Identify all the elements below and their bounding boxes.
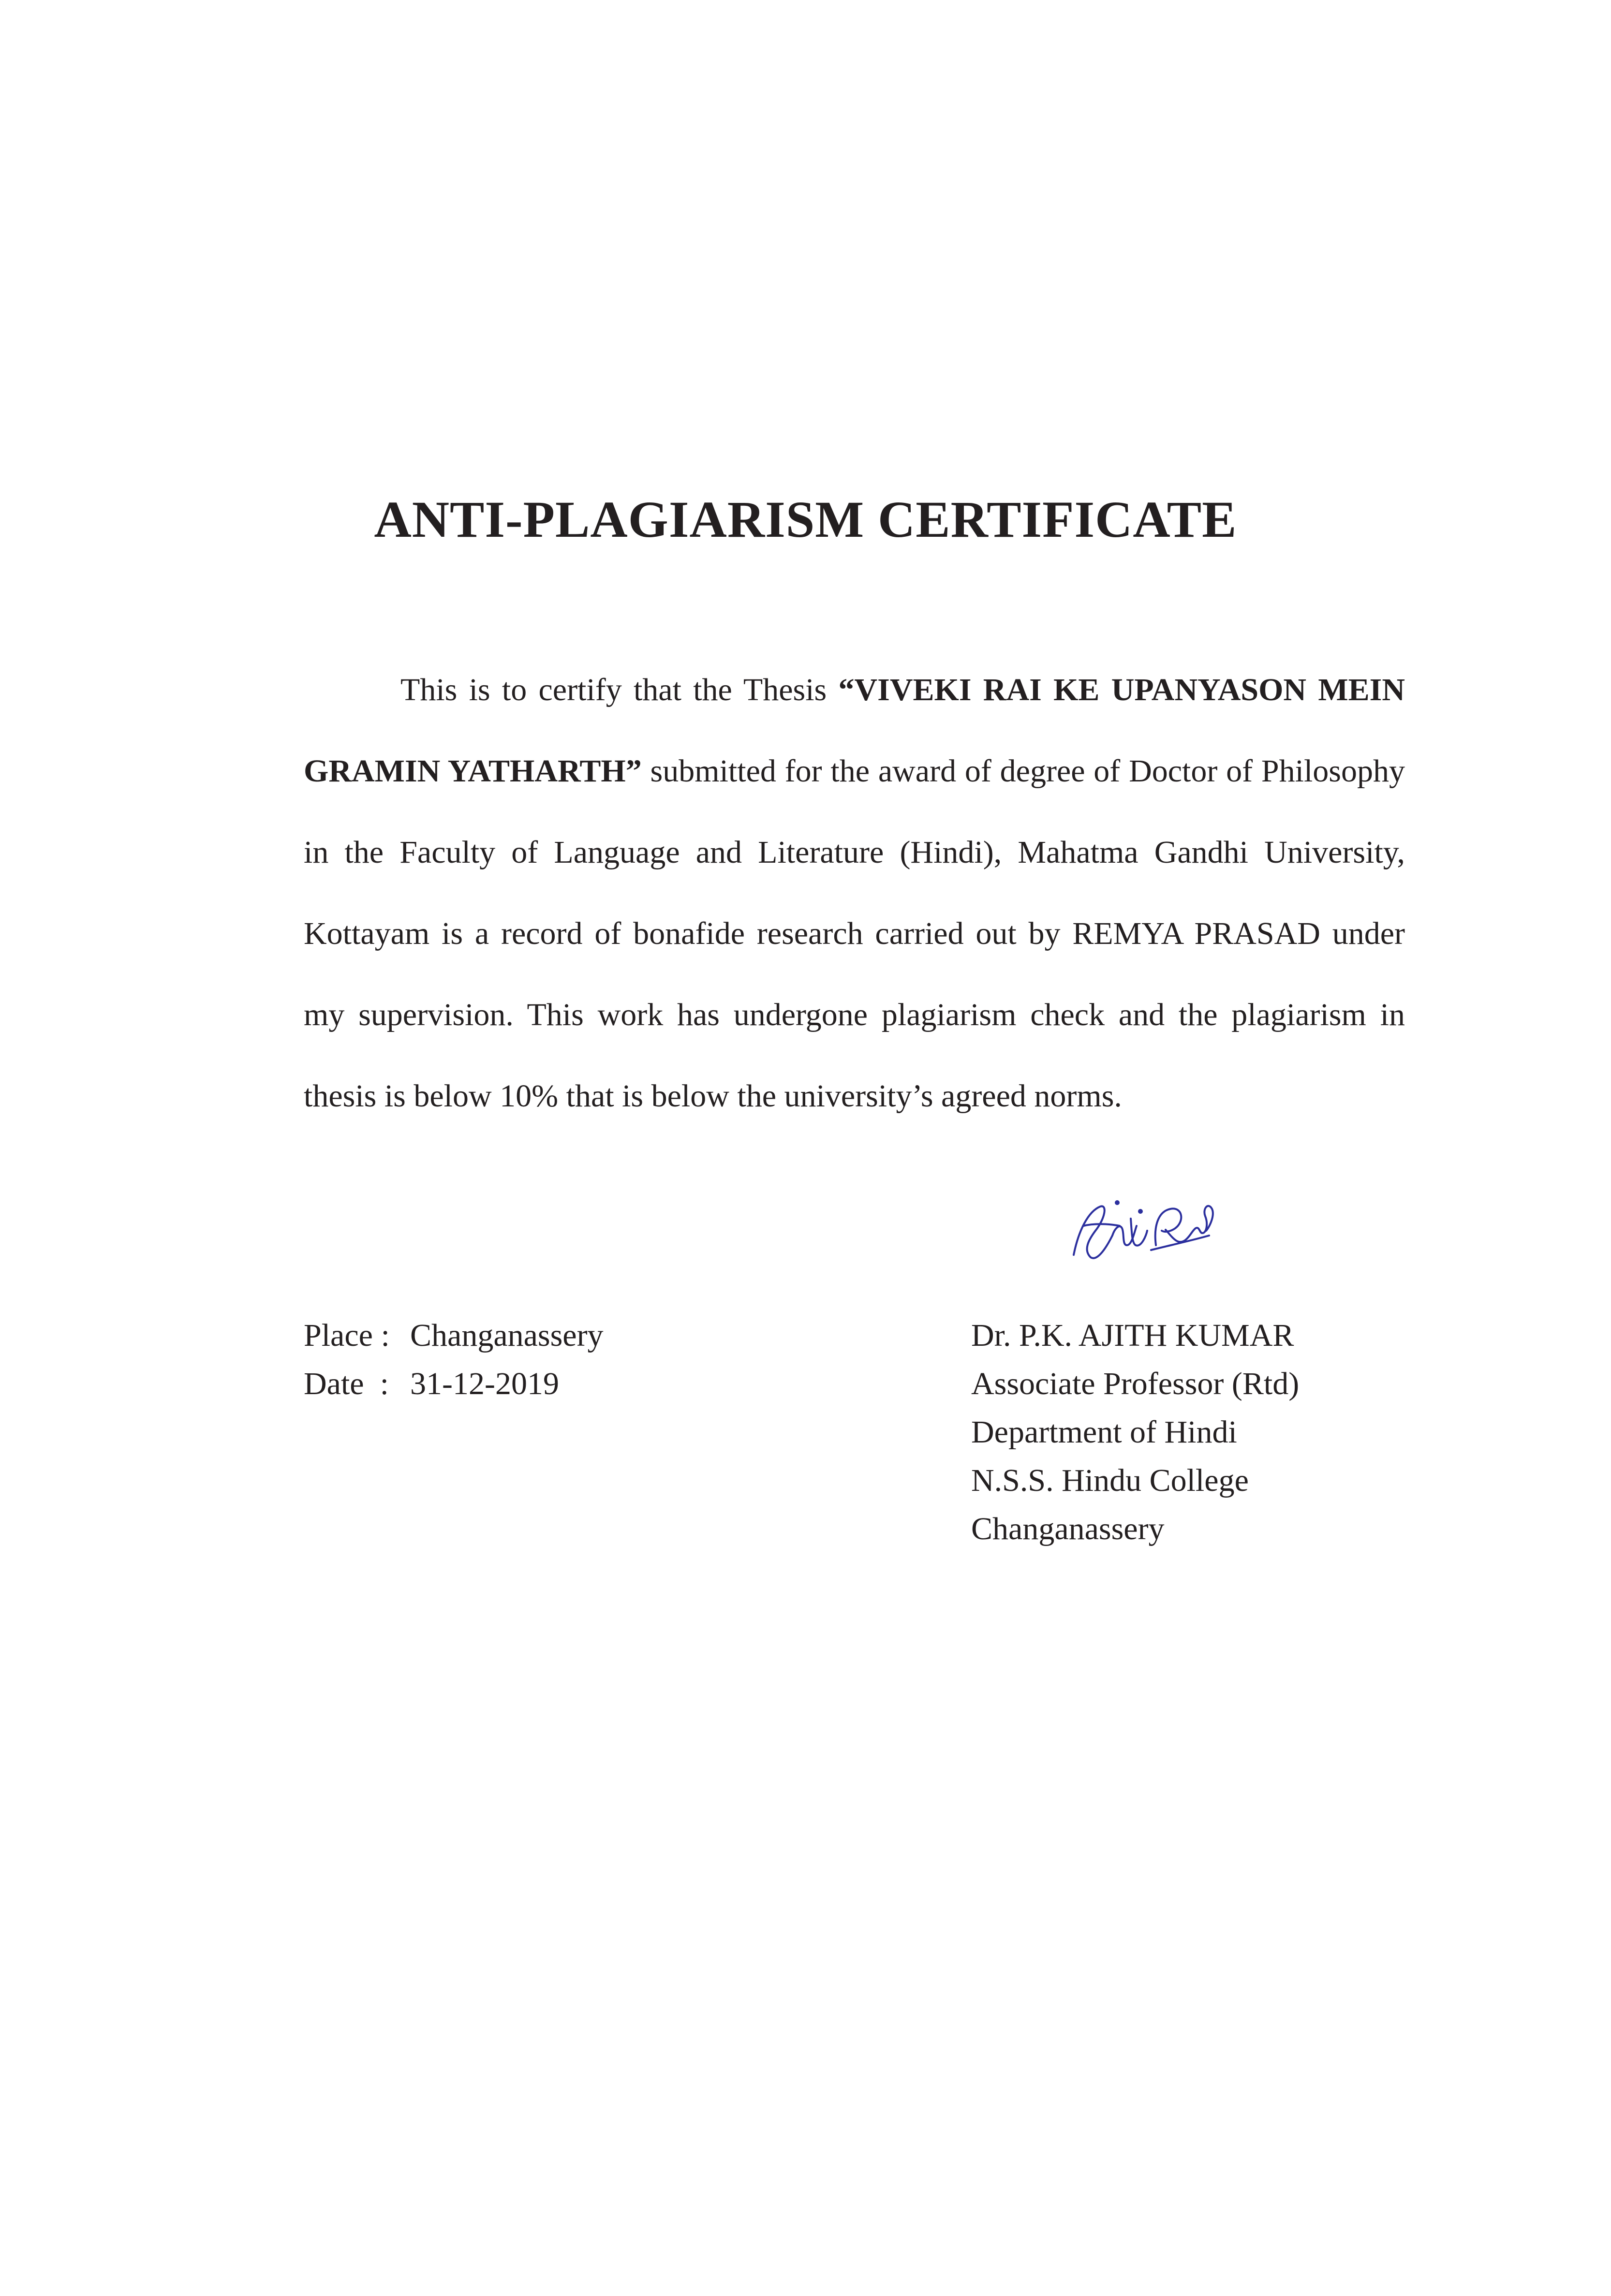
date-row: [304, 1360, 604, 1408]
handwritten-signature: [1054, 1173, 1219, 1289]
body-intro: This is to certify that the Thesis: [400, 672, 839, 707]
date-value: 31-12-2019: [410, 1366, 559, 1401]
signatory-designation: Associate Professor (Rtd): [971, 1366, 1300, 1401]
date-label: Date :: [304, 1366, 389, 1401]
body-rest: submitted for the award of degree of Doctor of Philosophy in the Faculty of Language and Literature (Hindi), Mahatma Gandhi University, Kottayam is a record of bonafide research carried out by REMYA PRASAD under my supervision. This work has undergone plagiarism check and the plagiarism in thesis is below 10% that is below the university’s agreed norms.: [304, 753, 1405, 1114]
signatory-block: [971, 1311, 1299, 1553]
certificate-body: [304, 649, 1405, 1137]
certificate-title: ANTI-PLAGIARISM CERTIFICATE: [374, 491, 1237, 548]
thesis-title: “VIVEKI RAI KE UPANYASON MEIN GRAMIN YATHARTH”: [304, 672, 1405, 789]
signatory-city: Changanassery: [971, 1511, 1165, 1546]
signatory-college: N.S.S. Hindu College: [971, 1463, 1249, 1498]
place-row: [304, 1311, 604, 1360]
signatory-department: Department of Hindi: [971, 1414, 1237, 1450]
place-date-block: [304, 1311, 604, 1408]
place-label: Place :: [304, 1318, 390, 1353]
signatory-name: Dr. P.K. AJITH KUMAR: [971, 1318, 1294, 1353]
place-value: Changanassery: [410, 1318, 604, 1353]
